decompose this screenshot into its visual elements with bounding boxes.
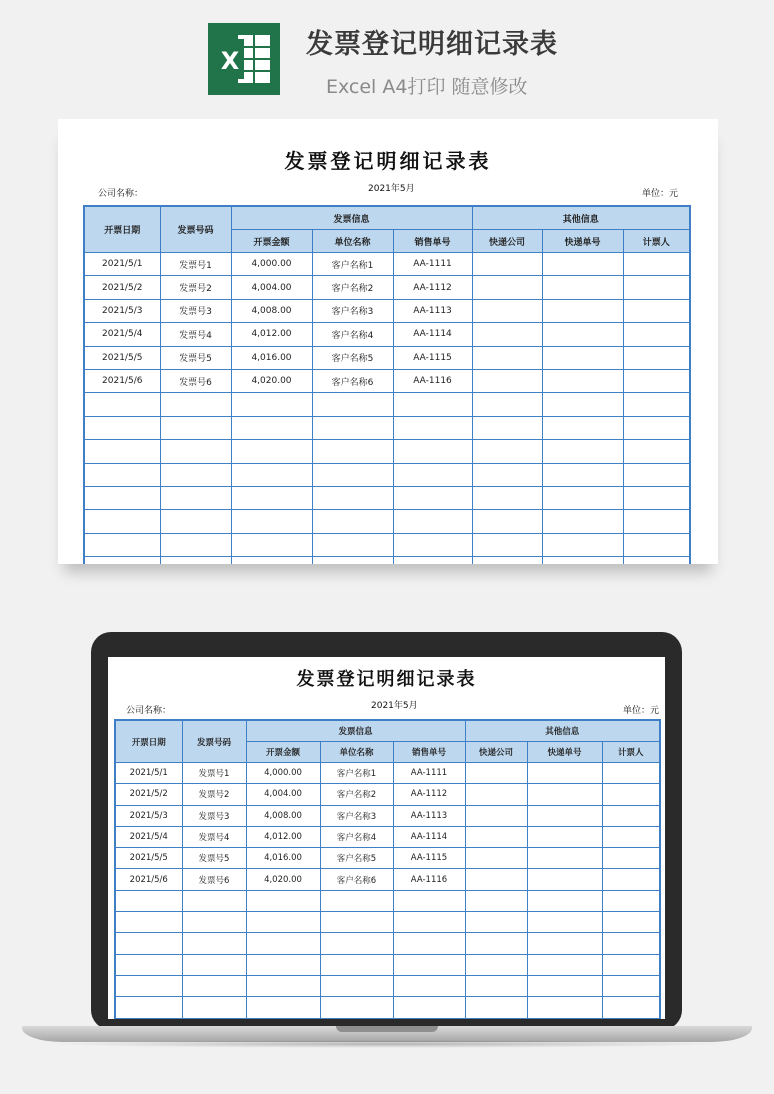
table-cell[interactable] bbox=[312, 463, 393, 486]
table-cell[interactable] bbox=[542, 416, 623, 439]
table-cell[interactable] bbox=[527, 997, 602, 1019]
excel-icon-letter: X bbox=[220, 47, 240, 75]
table-cell[interactable] bbox=[182, 997, 246, 1019]
table-cell[interactable] bbox=[472, 486, 542, 509]
table-cell[interactable]: 发票号5 bbox=[160, 346, 231, 369]
table-cell[interactable] bbox=[623, 510, 690, 533]
table-cell[interactable] bbox=[160, 393, 231, 416]
table-cell[interactable] bbox=[623, 393, 690, 416]
table-cell[interactable]: 客户名称1 bbox=[312, 253, 393, 276]
table-cell[interactable]: 4,000.00 bbox=[231, 253, 312, 276]
table-row bbox=[115, 912, 660, 933]
table-cell[interactable] bbox=[320, 890, 393, 911]
invoice-table bbox=[114, 719, 661, 1019]
table-cell[interactable] bbox=[602, 975, 660, 996]
table-cell[interactable] bbox=[542, 463, 623, 486]
table-cell[interactable] bbox=[465, 763, 527, 784]
laptop-notch bbox=[336, 1026, 438, 1032]
table-cell[interactable] bbox=[115, 933, 182, 954]
sheet-title: 发票登记明细记录表 bbox=[296, 669, 477, 690]
group-header-other-info: 其他信息 bbox=[465, 720, 660, 742]
table-row bbox=[84, 440, 690, 463]
table-cell[interactable] bbox=[320, 997, 393, 1019]
table-row bbox=[84, 510, 690, 533]
laptop-frame bbox=[91, 632, 682, 1030]
table-cell[interactable] bbox=[542, 323, 623, 346]
table-cell[interactable]: 4,016.00 bbox=[246, 848, 320, 869]
table-cell[interactable] bbox=[246, 997, 320, 1019]
unit-label: 单位：元 bbox=[622, 706, 659, 716]
table-row bbox=[84, 416, 690, 439]
table-cell[interactable] bbox=[312, 440, 393, 463]
table-cell[interactable]: AA-1113 bbox=[393, 299, 472, 322]
table-cell[interactable] bbox=[160, 557, 231, 564]
table-cell[interactable]: 客户名称6 bbox=[312, 369, 393, 392]
table-cell[interactable]: AA-1112 bbox=[393, 276, 472, 299]
table-cell[interactable]: AA-1113 bbox=[393, 805, 465, 826]
table-cell[interactable] bbox=[542, 486, 623, 509]
table-cell[interactable] bbox=[623, 533, 690, 556]
table-cell[interactable]: 2021/5/5 bbox=[84, 346, 160, 369]
table-cell[interactable] bbox=[312, 510, 393, 533]
table-cell[interactable] bbox=[84, 533, 160, 556]
table-cell[interactable] bbox=[182, 933, 246, 954]
laptop-screen bbox=[108, 657, 665, 1019]
table-cell[interactable] bbox=[472, 463, 542, 486]
table-cell[interactable] bbox=[231, 486, 312, 509]
table-cell[interactable] bbox=[472, 253, 542, 276]
table-cell[interactable]: 客户名称3 bbox=[312, 299, 393, 322]
table-cell[interactable] bbox=[623, 299, 690, 322]
table-cell[interactable] bbox=[623, 557, 690, 564]
table-cell[interactable]: AA-1111 bbox=[393, 253, 472, 276]
table-cell[interactable] bbox=[623, 323, 690, 346]
table-row bbox=[115, 975, 660, 996]
table-row bbox=[115, 848, 660, 869]
table-cell[interactable] bbox=[527, 848, 602, 869]
table-cell[interactable] bbox=[393, 975, 465, 996]
table-cell[interactable] bbox=[246, 954, 320, 975]
table-row bbox=[84, 276, 690, 299]
table-cell[interactable] bbox=[393, 486, 472, 509]
table-cell[interactable] bbox=[320, 954, 393, 975]
table-cell[interactable] bbox=[393, 533, 472, 556]
table-cell[interactable]: 4,012.00 bbox=[231, 323, 312, 346]
table-row bbox=[84, 486, 690, 509]
table-cell[interactable] bbox=[465, 890, 527, 911]
table-cell[interactable]: 2021/5/6 bbox=[84, 369, 160, 392]
table-cell[interactable] bbox=[393, 416, 472, 439]
table-cell[interactable]: 发票号1 bbox=[160, 253, 231, 276]
table-cell[interactable] bbox=[320, 975, 393, 996]
company-label: 公司名称： bbox=[126, 706, 172, 716]
company-label: 公司名称： bbox=[98, 189, 144, 199]
table-cell[interactable] bbox=[465, 912, 527, 933]
table-cell[interactable]: AA-1116 bbox=[393, 369, 472, 392]
table-cell[interactable] bbox=[246, 933, 320, 954]
col-header: 销售单号 bbox=[393, 742, 465, 763]
table-cell[interactable]: 发票号3 bbox=[160, 299, 231, 322]
table-cell[interactable] bbox=[623, 486, 690, 509]
table-cell[interactable] bbox=[542, 276, 623, 299]
table-cell[interactable] bbox=[246, 890, 320, 911]
col-header: 计票人 bbox=[623, 230, 690, 253]
table-row bbox=[84, 557, 690, 564]
table-cell[interactable]: 4,008.00 bbox=[231, 299, 312, 322]
table-cell[interactable] bbox=[160, 486, 231, 509]
period-label: 2021年5月 bbox=[371, 701, 418, 711]
table-cell[interactable] bbox=[472, 533, 542, 556]
table-cell[interactable]: 4,020.00 bbox=[246, 869, 320, 890]
table-cell[interactable] bbox=[623, 346, 690, 369]
table-cell[interactable] bbox=[160, 533, 231, 556]
table-row bbox=[115, 805, 660, 826]
table-cell[interactable] bbox=[472, 323, 542, 346]
table-cell[interactable] bbox=[465, 826, 527, 847]
table-cell[interactable] bbox=[465, 869, 527, 890]
table-row bbox=[115, 763, 660, 784]
table-cell[interactable]: 2021/5/1 bbox=[84, 253, 160, 276]
table-cell[interactable] bbox=[465, 975, 527, 996]
table-cell[interactable]: 2021/5/3 bbox=[115, 805, 182, 826]
table-row bbox=[84, 369, 690, 392]
table-cell[interactable] bbox=[472, 276, 542, 299]
table-cell[interactable] bbox=[393, 393, 472, 416]
table-cell[interactable] bbox=[602, 826, 660, 847]
table-cell[interactable] bbox=[465, 933, 527, 954]
table-cell[interactable] bbox=[312, 533, 393, 556]
table-cell[interactable]: 2021/5/1 bbox=[115, 763, 182, 784]
table-cell[interactable] bbox=[84, 486, 160, 509]
table-cell[interactable]: 客户名称4 bbox=[312, 323, 393, 346]
table-cell[interactable] bbox=[602, 805, 660, 826]
table-cell[interactable] bbox=[542, 346, 623, 369]
group-header-invoice-info: 发票信息 bbox=[246, 720, 465, 742]
table-cell[interactable] bbox=[472, 393, 542, 416]
table-cell[interactable]: 客户名称4 bbox=[320, 826, 393, 847]
col-header: 开票日期 bbox=[115, 720, 182, 763]
table-cell[interactable] bbox=[602, 933, 660, 954]
table-cell[interactable] bbox=[182, 912, 246, 933]
page-subtitle: Excel A4打印 随意修改 bbox=[326, 76, 528, 98]
col-header: 计票人 bbox=[602, 742, 660, 763]
col-header: 快递单号 bbox=[527, 742, 602, 763]
table-cell[interactable] bbox=[312, 393, 393, 416]
table-cell[interactable]: 发票号2 bbox=[160, 276, 231, 299]
table-cell[interactable] bbox=[393, 463, 472, 486]
table-cell[interactable]: 客户名称3 bbox=[320, 805, 393, 826]
table-cell[interactable] bbox=[231, 463, 312, 486]
table-cell[interactable]: AA-1114 bbox=[393, 323, 472, 346]
table-cell[interactable] bbox=[542, 557, 623, 564]
table-cell[interactable] bbox=[115, 997, 182, 1019]
table-cell[interactable] bbox=[393, 557, 472, 564]
table-cell[interactable] bbox=[246, 975, 320, 996]
col-header: 发票号码 bbox=[160, 206, 231, 253]
table-cell[interactable]: 客户名称6 bbox=[320, 869, 393, 890]
table-cell[interactable]: 发票号3 bbox=[182, 805, 246, 826]
table-cell[interactable] bbox=[231, 533, 312, 556]
table-cell[interactable] bbox=[246, 912, 320, 933]
table-cell[interactable] bbox=[160, 440, 231, 463]
table-cell[interactable]: AA-1115 bbox=[393, 848, 465, 869]
col-header: 销售单号 bbox=[393, 230, 472, 253]
table-cell[interactable] bbox=[115, 890, 182, 911]
table-cell[interactable] bbox=[623, 440, 690, 463]
table-row bbox=[84, 463, 690, 486]
col-header: 快递单号 bbox=[542, 230, 623, 253]
table-cell[interactable]: AA-1112 bbox=[393, 784, 465, 805]
table-cell[interactable] bbox=[115, 975, 182, 996]
table-cell[interactable]: 发票号5 bbox=[182, 848, 246, 869]
table-cell[interactable] bbox=[84, 510, 160, 533]
page-title: 发票登记明细记录表 bbox=[306, 29, 558, 60]
table-cell[interactable] bbox=[465, 997, 527, 1019]
table-cell[interactable] bbox=[393, 440, 472, 463]
table-cell[interactable]: AA-1111 bbox=[393, 763, 465, 784]
table-cell[interactable] bbox=[472, 557, 542, 564]
table-cell[interactable] bbox=[527, 975, 602, 996]
table-cell[interactable] bbox=[393, 933, 465, 954]
table-cell[interactable] bbox=[602, 912, 660, 933]
table-cell[interactable]: 4,012.00 bbox=[246, 826, 320, 847]
table-row bbox=[84, 346, 690, 369]
table-cell[interactable]: 发票号6 bbox=[182, 869, 246, 890]
col-header: 单位名称 bbox=[320, 742, 393, 763]
table-cell[interactable] bbox=[542, 393, 623, 416]
table-cell[interactable]: 4,020.00 bbox=[231, 369, 312, 392]
table-cell[interactable]: 客户名称5 bbox=[320, 848, 393, 869]
table-cell[interactable] bbox=[623, 276, 690, 299]
table-cell[interactable] bbox=[527, 890, 602, 911]
laptop-shadow bbox=[40, 1040, 734, 1048]
table-cell[interactable]: 发票号2 bbox=[182, 784, 246, 805]
table-cell[interactable] bbox=[231, 416, 312, 439]
table-cell[interactable] bbox=[393, 510, 472, 533]
table-row bbox=[84, 253, 690, 276]
table-cell[interactable]: 2021/5/3 bbox=[84, 299, 160, 322]
table-cell[interactable]: AA-1115 bbox=[393, 346, 472, 369]
col-header: 开票金额 bbox=[246, 742, 320, 763]
table-cell[interactable] bbox=[465, 805, 527, 826]
table-cell[interactable] bbox=[182, 975, 246, 996]
table-cell[interactable]: 2021/5/2 bbox=[84, 276, 160, 299]
table-cell[interactable] bbox=[542, 253, 623, 276]
table-cell[interactable] bbox=[84, 440, 160, 463]
page-header bbox=[0, 0, 774, 110]
table-cell[interactable]: 发票号4 bbox=[160, 323, 231, 346]
group-header-other-info: 其他信息 bbox=[472, 206, 690, 230]
table-cell[interactable]: 客户名称1 bbox=[320, 763, 393, 784]
table-cell[interactable] bbox=[527, 784, 602, 805]
table-cell[interactable] bbox=[472, 369, 542, 392]
table-cell[interactable] bbox=[472, 346, 542, 369]
table-row bbox=[115, 997, 660, 1019]
excel-icon bbox=[208, 23, 280, 95]
col-header: 单位名称 bbox=[312, 230, 393, 253]
table-cell[interactable] bbox=[115, 954, 182, 975]
table-cell[interactable] bbox=[393, 997, 465, 1019]
group-header-invoice-info: 发票信息 bbox=[231, 206, 472, 230]
table-cell[interactable] bbox=[465, 784, 527, 805]
table-cell[interactable] bbox=[312, 416, 393, 439]
table-row bbox=[115, 784, 660, 805]
table-cell[interactable] bbox=[84, 416, 160, 439]
table-row bbox=[115, 954, 660, 975]
table-cell[interactable] bbox=[160, 510, 231, 533]
table-row bbox=[84, 323, 690, 346]
table-cell[interactable] bbox=[231, 510, 312, 533]
table-cell[interactable] bbox=[602, 890, 660, 911]
table-cell[interactable]: 4,004.00 bbox=[246, 784, 320, 805]
table-cell[interactable]: 4,008.00 bbox=[246, 805, 320, 826]
col-header: 快递公司 bbox=[472, 230, 542, 253]
table-row bbox=[115, 890, 660, 911]
table-cell[interactable] bbox=[472, 440, 542, 463]
table-cell[interactable] bbox=[182, 954, 246, 975]
table-cell[interactable]: 客户名称2 bbox=[320, 784, 393, 805]
table-cell[interactable] bbox=[465, 954, 527, 975]
table-cell[interactable] bbox=[312, 486, 393, 509]
table-cell[interactable] bbox=[623, 253, 690, 276]
table-cell[interactable] bbox=[602, 869, 660, 890]
sheet-preview-card bbox=[58, 119, 718, 564]
table-cell[interactable] bbox=[160, 416, 231, 439]
table-cell[interactable] bbox=[465, 848, 527, 869]
table-cell[interactable] bbox=[84, 557, 160, 564]
table-cell[interactable] bbox=[231, 393, 312, 416]
table-cell[interactable] bbox=[231, 440, 312, 463]
table-cell[interactable]: 客户名称2 bbox=[312, 276, 393, 299]
table-cell[interactable]: 4,016.00 bbox=[231, 346, 312, 369]
table-cell[interactable] bbox=[542, 440, 623, 463]
table-cell[interactable] bbox=[623, 416, 690, 439]
table-cell[interactable] bbox=[602, 784, 660, 805]
table-cell[interactable] bbox=[182, 890, 246, 911]
period-label: 2021年5月 bbox=[368, 184, 415, 194]
table-cell[interactable] bbox=[623, 463, 690, 486]
table-cell[interactable] bbox=[542, 369, 623, 392]
table-cell[interactable] bbox=[472, 416, 542, 439]
table-cell[interactable] bbox=[320, 912, 393, 933]
table-cell[interactable] bbox=[527, 826, 602, 847]
col-header: 发票号码 bbox=[182, 720, 246, 763]
invoice-table bbox=[83, 205, 691, 564]
table-row bbox=[115, 869, 660, 890]
table-cell[interactable]: 4,000.00 bbox=[246, 763, 320, 784]
table-cell[interactable] bbox=[602, 954, 660, 975]
table-cell[interactable] bbox=[312, 557, 393, 564]
table-cell[interactable] bbox=[527, 763, 602, 784]
col-header: 开票金额 bbox=[231, 230, 312, 253]
table-cell[interactable] bbox=[472, 510, 542, 533]
table-row bbox=[115, 933, 660, 954]
table-row bbox=[84, 393, 690, 416]
unit-label: 单位：元 bbox=[641, 189, 678, 199]
table-cell[interactable]: 2021/5/4 bbox=[84, 323, 160, 346]
table-row bbox=[115, 826, 660, 847]
table-cell[interactable]: 2021/5/2 bbox=[115, 784, 182, 805]
table-cell[interactable] bbox=[602, 763, 660, 784]
table-cell[interactable] bbox=[527, 805, 602, 826]
table-cell[interactable] bbox=[623, 369, 690, 392]
table-cell[interactable] bbox=[84, 463, 160, 486]
table-cell[interactable] bbox=[542, 533, 623, 556]
table-cell[interactable] bbox=[472, 299, 542, 322]
table-cell[interactable] bbox=[84, 393, 160, 416]
table-cell[interactable]: 发票号6 bbox=[160, 369, 231, 392]
table-cell[interactable] bbox=[393, 890, 465, 911]
table-cell[interactable] bbox=[393, 912, 465, 933]
table-cell[interactable]: 发票号4 bbox=[182, 826, 246, 847]
table-cell[interactable] bbox=[542, 510, 623, 533]
table-cell[interactable]: 客户名称5 bbox=[312, 346, 393, 369]
table-cell[interactable] bbox=[231, 557, 312, 564]
table-cell[interactable]: AA-1116 bbox=[393, 869, 465, 890]
table-cell[interactable] bbox=[320, 933, 393, 954]
table-cell[interactable] bbox=[602, 997, 660, 1019]
table-cell[interactable] bbox=[393, 954, 465, 975]
table-cell[interactable] bbox=[527, 933, 602, 954]
table-cell[interactable] bbox=[527, 954, 602, 975]
table-cell[interactable] bbox=[527, 912, 602, 933]
table-cell[interactable] bbox=[115, 912, 182, 933]
table-row bbox=[84, 533, 690, 556]
table-cell[interactable]: 2021/5/6 bbox=[115, 869, 182, 890]
table-row bbox=[84, 299, 690, 322]
table-cell[interactable]: 发票号1 bbox=[182, 763, 246, 784]
col-header: 开票日期 bbox=[84, 206, 160, 253]
table-cell[interactable] bbox=[542, 299, 623, 322]
table-cell[interactable]: 2021/5/4 bbox=[115, 826, 182, 847]
table-cell[interactable] bbox=[160, 463, 231, 486]
table-cell[interactable]: AA-1114 bbox=[393, 826, 465, 847]
col-header: 快递公司 bbox=[465, 742, 527, 763]
table-cell[interactable] bbox=[602, 848, 660, 869]
table-cell[interactable]: 2021/5/5 bbox=[115, 848, 182, 869]
sheet-title: 发票登记明细记录表 bbox=[284, 149, 492, 173]
table-cell[interactable] bbox=[527, 869, 602, 890]
table-cell[interactable]: 4,004.00 bbox=[231, 276, 312, 299]
